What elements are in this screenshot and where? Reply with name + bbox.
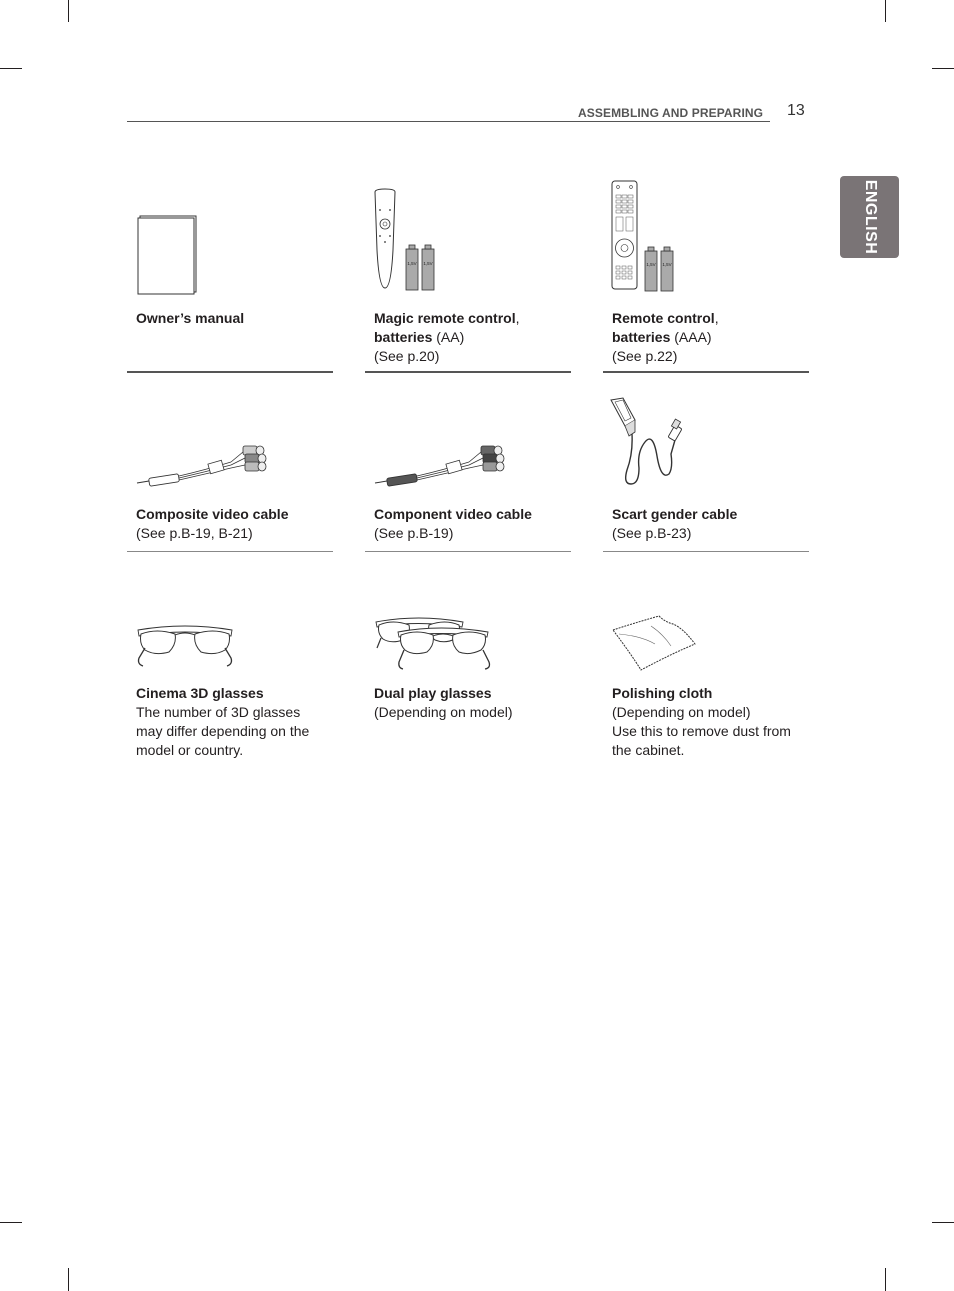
item-note: (See p.B-19) [374,525,454,541]
item-note: (See p.22) [612,348,678,364]
page-number: 13 [787,102,805,119]
row-rule [127,371,333,373]
composite-cable-icon [135,438,275,490]
crop-mark [0,68,22,69]
item-polishing-cloth [603,610,809,770]
crop-mark [932,68,954,69]
row-rule [603,371,809,373]
crop-mark [885,0,886,22]
row-rule [365,551,571,552]
battery-label: 1,5V [646,262,656,267]
item-owners-manual [127,180,333,373]
crop-mark [68,1268,69,1291]
item-desc-line: may differ depending on the [136,723,310,739]
item-desc-line: Use this to remove dust from [612,723,791,739]
language-tab-label: ENGLISH [862,179,879,255]
item-remote-control [603,180,809,373]
item-name: Composite video cable [136,506,289,522]
item-name: Dual play glasses [374,685,492,701]
item-note: (Depending on model) [612,704,751,720]
magic-remote-icon [373,188,443,292]
item-desc-line: model or country. [136,742,244,758]
crop-mark [68,0,69,22]
item-note: (See p.B-19, B-21) [136,525,253,541]
row-rule [127,551,333,552]
row-rule [603,551,809,552]
item-component-cable [365,390,571,552]
item-name-secondary: batteries [612,329,671,345]
item-suffix: (AA) [432,329,465,345]
item-dual-play-glasses [365,610,571,770]
glasses-icon [135,622,235,670]
item-name: Component video cable [374,506,532,522]
item-composite-cable [127,390,333,552]
glasses-icon [373,614,493,672]
item-name: Polishing cloth [612,685,713,701]
item-cinema-3d-glasses [127,610,333,770]
battery-label: 1,5V [407,261,417,266]
item-desc-line: The number of 3D glasses [136,704,301,720]
item-desc-line: the cabinet. [612,742,685,758]
item-note: (See p.20) [374,348,440,364]
crop-mark [885,1268,886,1291]
crop-mark [932,1222,954,1223]
scart-cable-icon [609,396,689,488]
component-cable-icon [373,438,513,490]
cloth-icon [611,614,701,676]
item-note: (Depending on model) [374,704,513,720]
item-name: Magic remote control [374,310,516,326]
crop-mark [0,1222,22,1223]
item-note: (See p.B-23) [612,525,692,541]
item-scart-cable [603,390,809,552]
item-name: Cinema 3D glasses [136,685,264,701]
section-title: ASSEMBLING AND PREPARING [578,106,764,120]
manual-icon [137,215,199,295]
item-separator: , [714,310,719,326]
row-rule [365,371,571,373]
header-rule [127,121,770,122]
item-name: Owner’s manual [136,310,245,326]
language-tab [840,176,899,258]
item-separator: , [515,310,520,326]
battery-label: 1,5V [423,261,433,266]
battery-label: 1,5V [662,262,672,267]
item-magic-remote [365,180,571,373]
item-suffix: (AAA) [670,329,712,345]
item-name: Scart gender cable [612,506,738,522]
item-name: Remote control [612,310,715,326]
item-name-secondary: batteries [374,329,433,345]
remote-control-icon [611,180,681,292]
